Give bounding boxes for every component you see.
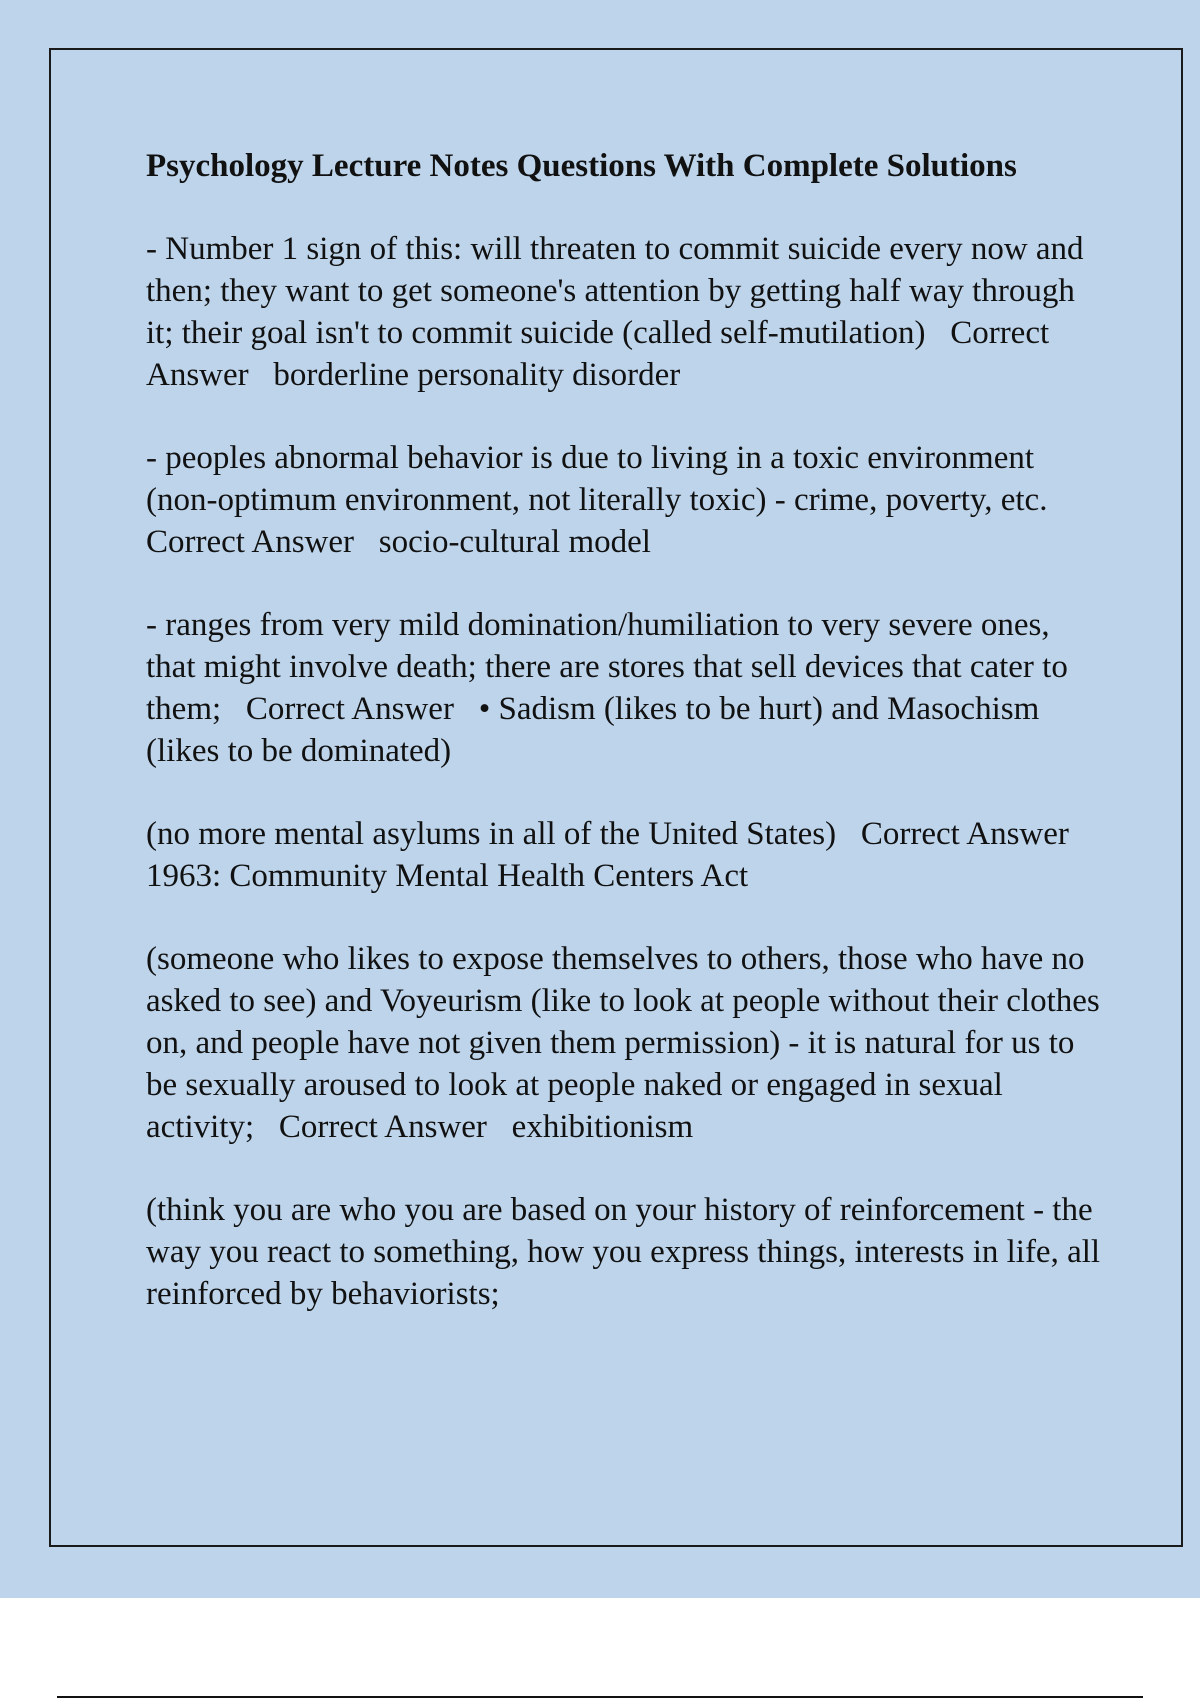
qa-entry (146, 437, 1106, 563)
answer-text: 1963: Community Mental Health Centers Act (146, 858, 749, 894)
document-content (146, 145, 1109, 1315)
question-text: - Number 1 sign of this: will threaten to commit suicide every now and then; they want to get someone's attention by getting half way through it; their goal isn't to commit suicide (called self-mutilation) (146, 231, 1092, 351)
answer-text: • Sadism (likes to be hurt) and Masochism (likes to be dominated) (146, 691, 1048, 769)
answer-label: Correct Answer (146, 315, 1056, 393)
page-title: Psychology Lecture Notes Questions With Complete Solutions (146, 148, 1017, 184)
question-text: - ranges from very mild domination/humiliation to very severe ones, that might involve death; there are stores that sell devices that cater to them; (146, 607, 1077, 727)
answer-label: Correct Answer (860, 816, 1069, 852)
answer-text: borderline personality disorder (273, 357, 681, 393)
answer-text: socio-cultural model (378, 524, 651, 560)
answer-label: Correct Answer (278, 1109, 487, 1145)
question-text: - peoples abnormal behavior is due to living in a toxic environment (non-optimum environment, not literally toxic) - crime, poverty, etc. (146, 440, 1048, 518)
question-text: (think you are who you are based on your history of reinforcement - the way you react to something, how you express things, interests in life, all reinforced by behaviorists; (146, 1192, 1109, 1312)
qa-entry (146, 228, 1106, 396)
question-text: (no more mental asylums in all of the United States) (146, 816, 837, 852)
answer-label: Correct Answer (245, 691, 454, 727)
answer-text: exhibitionism (511, 1109, 694, 1145)
qa-entry (146, 938, 1106, 1148)
qa-entry (146, 1189, 1109, 1315)
answer-label: Correct Answer (146, 524, 355, 560)
qa-entry (146, 604, 1106, 772)
question-text: (someone who likes to expose themselves to others, those who have no asked to see) and Voyeurism (like to look at people without their clothes on, and people have not given them permission) - it is natural for us to be sexually aroused to look at people naked or engaged in sexual activity; (146, 941, 1108, 1145)
qa-entry (146, 813, 1106, 897)
footer-divider (57, 1696, 1143, 1698)
